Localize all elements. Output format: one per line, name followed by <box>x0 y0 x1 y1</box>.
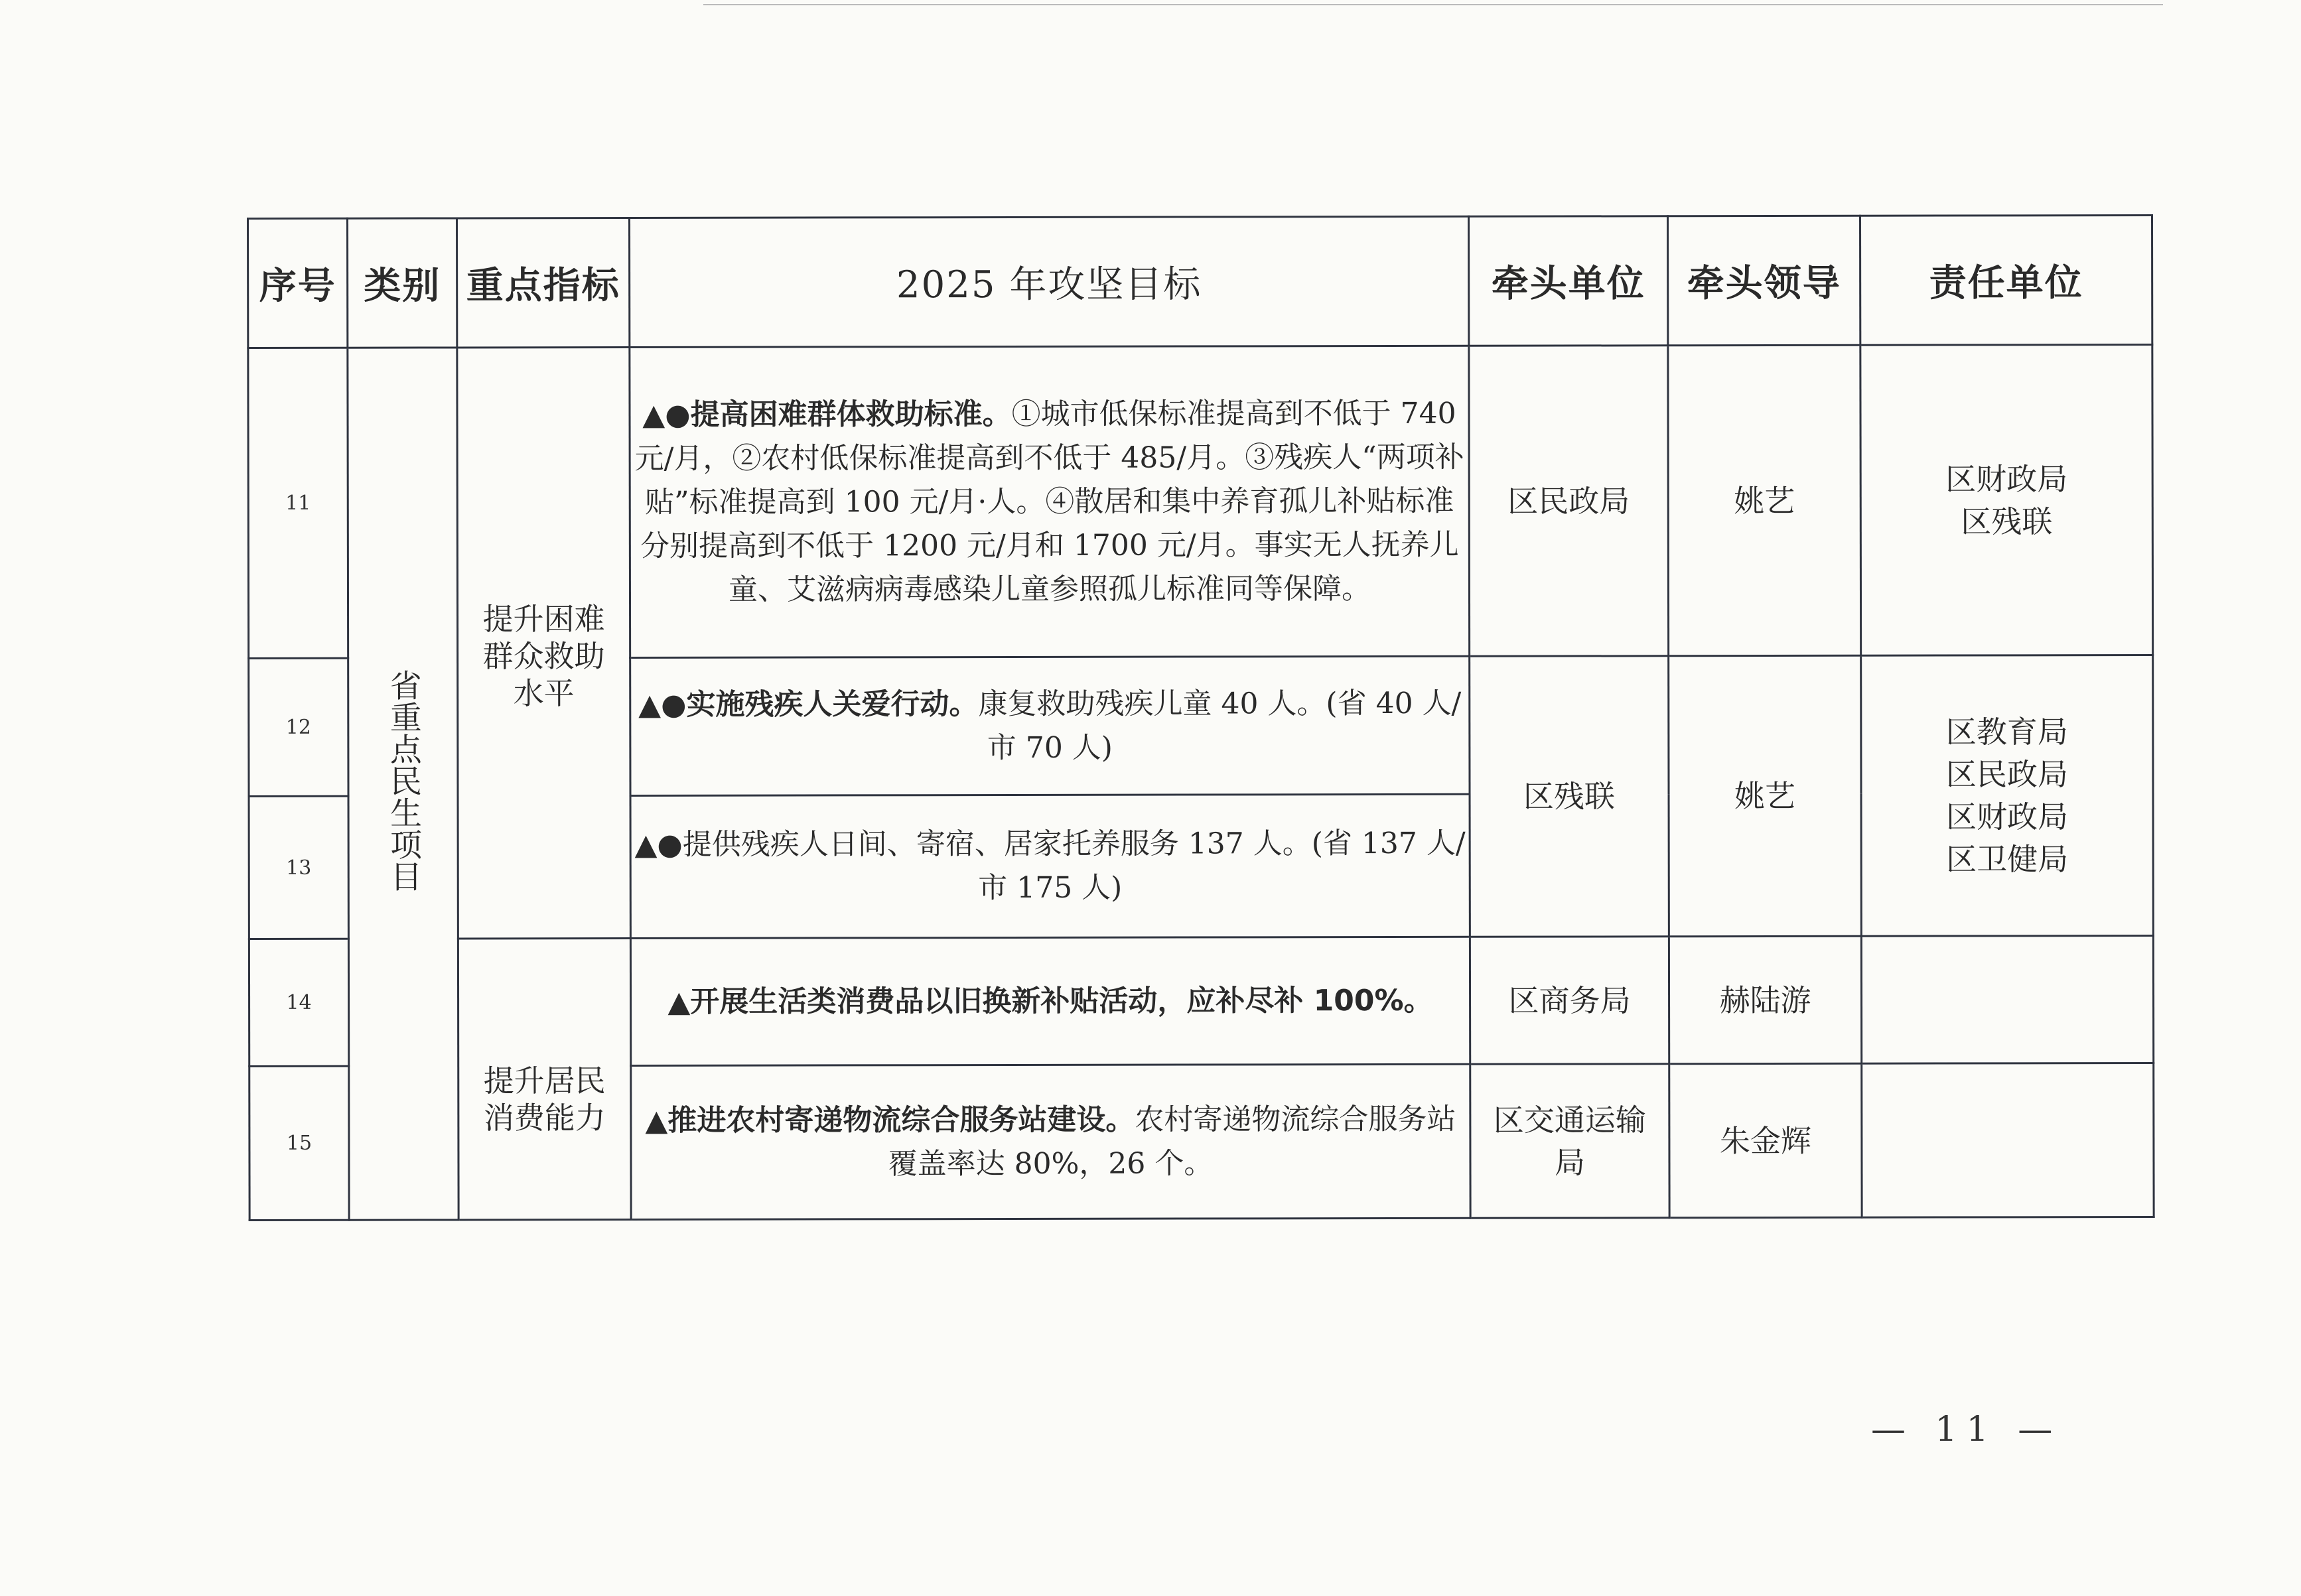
lead-unit: 区商务局 <box>1470 937 1669 1065</box>
responsible-unit: 区教育局 <box>1945 714 2068 750</box>
target-text: ①城市低保标准提高到不低于 740 元/月，②农村低保标准提高到不低于 485/月。③残疾人“两项补贴”标准提高到 100 元/月·人。④散居和集中养育孤儿补贴标准分别提高到不低于 1200 元/月和 1700 元/月。事实无人抚养儿童、艾滋病病毒感染儿童参照孤儿标准同等保障。 <box>634 396 1464 607</box>
scan-edge-line <box>703 4 2163 5</box>
target-lead: ▲推进农村寄递物流综合服务站建设。 <box>645 1102 1135 1138</box>
responsible-units <box>1861 655 2154 936</box>
lead-leader: 姚艺 <box>1668 345 1861 656</box>
target-lead: ▲●提高困难群体救助标准。 <box>642 397 1012 432</box>
target-cell <box>630 346 1470 657</box>
lead-unit-label: 区交通运输局 <box>1493 1101 1646 1181</box>
row-number: 14 <box>249 939 348 1066</box>
row-number: 11 <box>248 348 348 658</box>
header-target: 2025 年攻坚目标 <box>630 216 1469 347</box>
target-text: 康复救助残疾儿童 40 人。(省 40 人/市 70 人) <box>978 686 1462 765</box>
header-lead-unit: 牵头单位 <box>1468 216 1667 346</box>
indicator-cell <box>457 347 631 938</box>
responsible-unit: 区财政局 <box>1945 460 2068 498</box>
header-indicator: 重点指标 <box>457 218 630 347</box>
responsible-unit: 区民政局 <box>1945 756 2069 793</box>
target-text: 提供残疾人日间、寄宿、居家托养服务 137 人。(省 137 人/市 175 人) <box>682 826 1466 905</box>
responsible-unit: 区财政局 <box>1946 799 2069 835</box>
target-cell <box>630 794 1470 938</box>
target-lead: ▲●实施残疾人关爱行动。 <box>638 687 979 722</box>
target-cell <box>631 1064 1470 1219</box>
table-row <box>248 344 2153 658</box>
header-category: 类别 <box>348 218 457 348</box>
target-cell <box>630 656 1470 795</box>
lead-leader: 姚艺 <box>1669 655 1862 937</box>
lead-leader: 朱金辉 <box>1669 1063 1862 1218</box>
target-lead: ▲开展生活类消费品以旧换新补贴活动，应补尽补 100%。 <box>667 983 1433 1019</box>
header-no: 序号 <box>248 218 348 348</box>
indicator-label: 提升困难群众救助水平 <box>482 601 605 712</box>
page-number: — 11 — <box>1871 1410 2062 1449</box>
row-number: 12 <box>249 658 348 796</box>
row-number: 13 <box>249 796 348 939</box>
header-lead-leader: 牵头领导 <box>1667 216 1860 346</box>
lead-unit <box>1470 1064 1669 1219</box>
category-cell <box>348 348 458 1220</box>
lead-unit: 区民政局 <box>1469 346 1669 657</box>
target-text: 农村寄递物流综合服务站覆盖率达 80%，26 个。 <box>888 1102 1456 1181</box>
responsible-unit: 区卫健局 <box>1946 841 2069 878</box>
livelihood-project-table <box>247 214 2155 1221</box>
category-label: 省重点民生项目 <box>384 669 422 892</box>
target-lead: ▲● <box>634 827 683 862</box>
table-row <box>249 935 2153 1066</box>
target-cell <box>630 937 1470 1065</box>
indicator-label: 提升居民消费能力 <box>483 1062 606 1136</box>
responsible-units <box>1860 344 2153 655</box>
responsible-units <box>1861 935 2153 1063</box>
header-responsible-unit: 责任单位 <box>1860 215 2152 345</box>
row-number: 15 <box>249 1066 349 1220</box>
responsible-units <box>1862 1063 2154 1217</box>
lead-leader: 赫陆游 <box>1669 936 1861 1064</box>
responsible-unit: 区残联 <box>1961 503 2053 539</box>
indicator-cell <box>458 938 631 1219</box>
table-header-row <box>248 215 2152 348</box>
lead-unit: 区残联 <box>1470 656 1669 937</box>
